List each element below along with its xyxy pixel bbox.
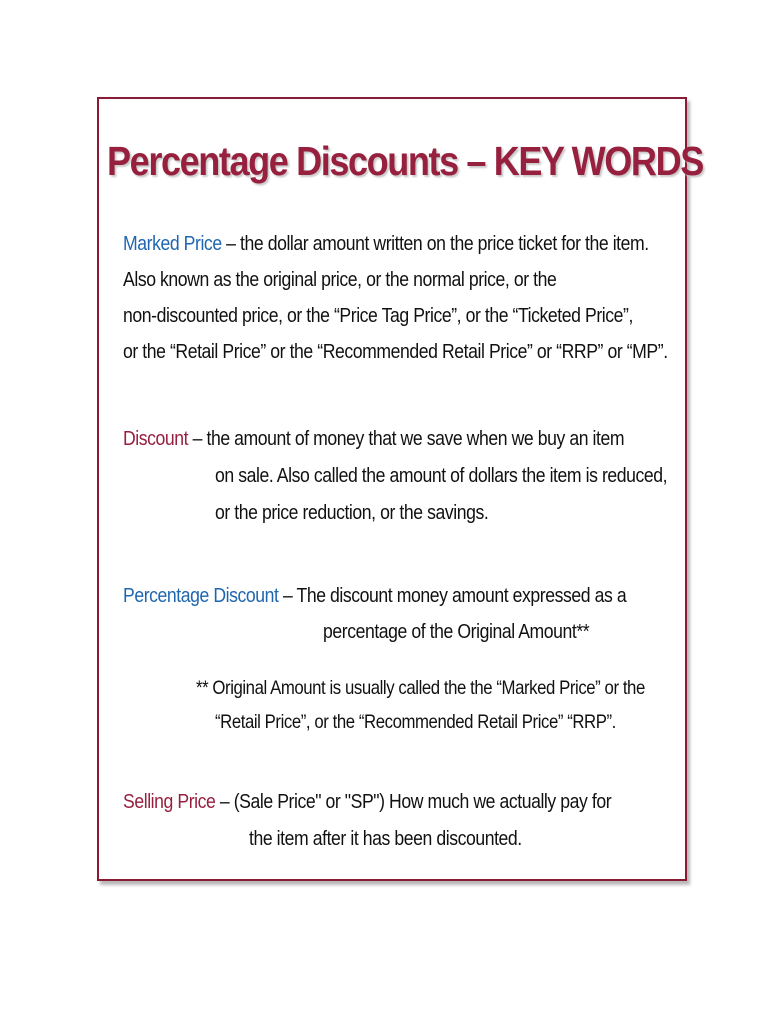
page-title: Percentage Discounts – KEY WORDS: [107, 138, 703, 184]
percentage-discount-line-1: [123, 583, 626, 609]
key-words-card: [97, 97, 703, 881]
discount-line-1: [123, 426, 624, 452]
discount-term: Discount: [123, 427, 189, 450]
marked-price-def-1: – the dollar amount written on the price ticket for the item.: [221, 232, 649, 255]
footnote-line-1: ** Original Amount is usually called the the “Marked Price” or the: [196, 677, 645, 699]
selling-price-term: Selling Price: [123, 790, 216, 813]
footnote-line-2: “Retail Price”, or the “Recommended Retail Price” “RRP”.: [215, 711, 616, 733]
selling-price-line-2: the item after it has been discounted.: [249, 827, 522, 850]
marked-price-term: Marked Price: [123, 232, 222, 255]
selling-price-line-1: [123, 789, 611, 815]
marked-price-line-2: Also known as the original price, or the normal price, or the: [123, 268, 557, 291]
discount-line-2: on sale. Also called the amount of dollars the item is reduced,: [215, 464, 668, 487]
percentage-discount-def-1: – The discount money amount expressed as a: [278, 584, 627, 607]
percentage-discount-term: Percentage Discount: [123, 584, 279, 607]
selling-price-def-1: – (Sale Price" or "SP") How much we actually pay for: [215, 790, 612, 813]
discount-def-1: – the amount of money that we save when we buy an item: [188, 427, 625, 450]
discount-line-3: or the price reduction, or the savings.: [215, 501, 489, 524]
percentage-discount-line-2: percentage of the Original Amount**: [323, 620, 590, 643]
marked-price-line-3: non-discounted price, or the “Price Tag Price”, or the “Ticketed Price”,: [123, 304, 633, 327]
marked-price-line-4: or the “Retail Price” or the “Recommended Retail Price” or “RRP” or “MP”.: [123, 340, 668, 363]
marked-price-line-1: [123, 231, 649, 257]
